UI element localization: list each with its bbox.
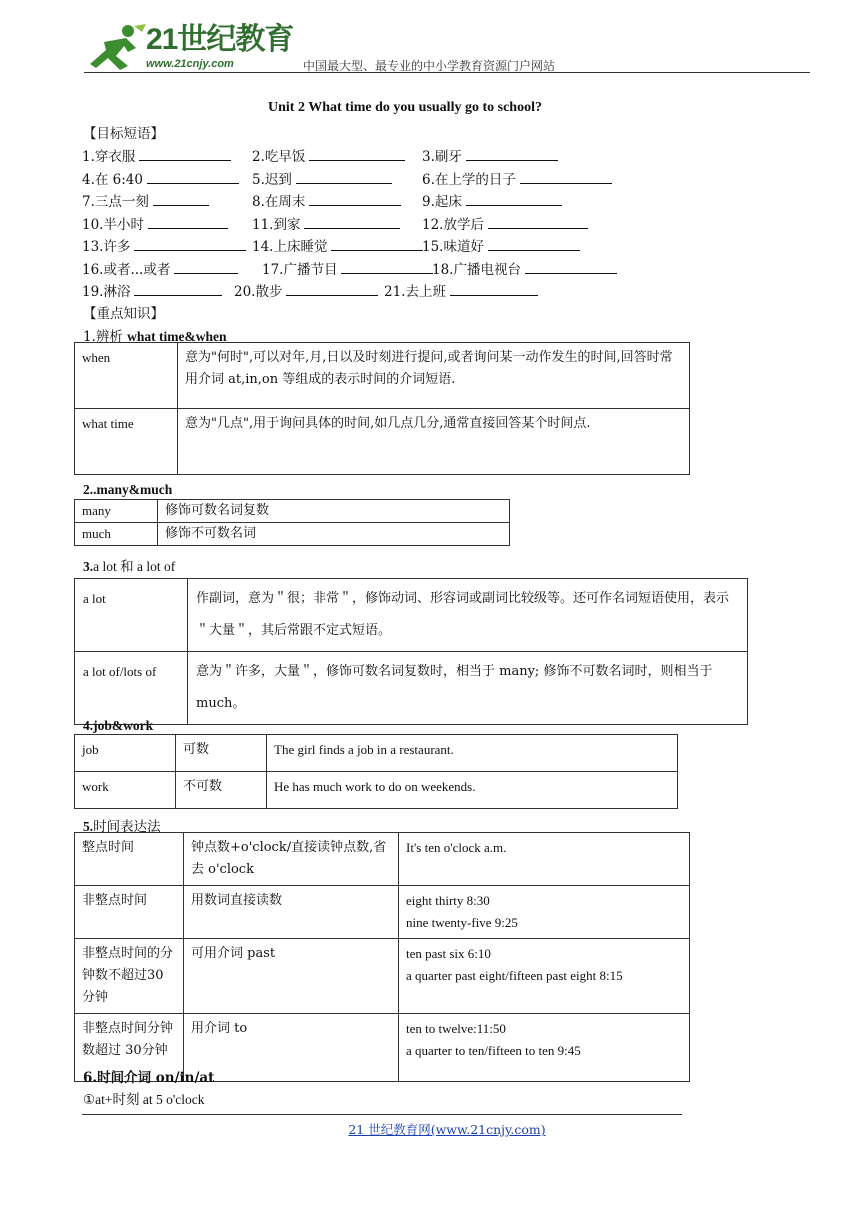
phrase-item [252,213,400,233]
phrase-item [432,258,617,278]
footer-divider [82,1114,682,1115]
phrase-label: 14.上床睡觉 [252,239,328,255]
header-slogan: 中国最大型、最专业的中小学教育资源门户网站 [303,59,556,73]
k3-desc-a-lot: 作副词，意为＂很；非常＂，修饰动词、形容词或副词比较级等。还可作名词短语使用，表示＂大量＂，其后常跟不定式短语。 [188,579,748,652]
answer-blank[interactable] [488,236,580,251]
phrase-item [82,168,239,188]
section-target-phrases: 【目标短语】 [83,126,164,142]
k4-type-work: 不可数 [176,772,267,809]
phrase-label: 17.广播节目 [262,261,338,278]
k4-example-work: He has much work to do on weekends. [267,772,678,809]
phrase-item [82,280,222,300]
k4-term-job: job [75,735,176,772]
phrase-row [82,258,702,278]
phrase-label: 12.放学后 [422,216,484,233]
k5-rule: 用介词 to [184,1014,399,1082]
k2-desc-much: 修饰不可数名词 [158,523,510,546]
answer-blank[interactable] [309,146,405,161]
k5-rule: 用数词直接读数 [184,886,399,939]
k5-examples [399,939,690,1014]
k2-heading: 2..many&much [83,482,173,497]
phrase-item [422,168,612,188]
phrase-label: 6.在上学的日子 [422,171,516,188]
table-many-much [74,499,510,546]
phrase-item [252,145,405,165]
k5-example: eight thirty 8:30 [406,893,490,908]
answer-blank[interactable] [520,169,612,184]
table-a-lot [74,578,748,725]
answer-blank[interactable] [525,259,617,274]
phrase-item [252,235,423,255]
answer-blank[interactable] [466,191,562,206]
phrase-label: 7.三点一刻 [82,194,149,210]
table-row [75,939,690,1014]
table-job-work [74,734,678,809]
answer-blank[interactable] [296,169,392,184]
phrase-item [82,145,231,165]
answer-blank[interactable] [450,281,538,296]
section-key-knowledge: 【重点知识】 [83,306,164,322]
phrase-label: 9.起床 [422,194,462,210]
k3-heading-rest: a lot 和 a lot of [93,559,176,574]
phrase-label: 3.刷牙 [422,149,462,165]
phrase-item [234,280,378,300]
phrase-item [252,168,392,188]
table-row [75,735,678,772]
answer-blank[interactable] [309,191,401,206]
phrase-row [82,145,702,165]
k3-heading-bold: 3. [83,559,94,574]
k5-examples [399,886,690,939]
phrase-row [82,190,702,210]
phrase-row [82,213,702,233]
answer-blank[interactable] [341,259,433,274]
phrase-item [422,213,588,233]
k5-kind: 非整点时间的分钟数不超过30 分钟 [75,939,184,1014]
phrase-item [82,235,246,255]
k6-heading: 6.时间介词 on/in/at [83,1070,215,1086]
phrase-label: 5.迟到 [252,171,292,188]
k3-heading [83,555,175,575]
table-row [75,772,678,809]
phrase-label: 13.许多 [82,239,131,255]
answer-blank[interactable] [148,214,228,229]
runner-logo-icon [84,22,148,74]
phrase-label: 10.半小时 [82,216,144,233]
phrase-row [82,280,702,300]
k5-example: a quarter past eight/fifteen past eight 8:15 [406,968,623,983]
phrase-label: 11.到家 [252,216,301,233]
table-row [75,833,690,886]
table-what-time-when [74,342,690,475]
k1-term-what-time: what time [75,409,178,475]
phrase-label: 15.味道好 [422,239,484,255]
page-title: Unit 2 What time do you usually go to school? [268,100,542,115]
phrase-label: 8.在周末 [252,194,306,210]
phrase-label: 21.去上班 [384,284,446,300]
answer-blank[interactable] [134,236,246,251]
phrase-item [82,190,209,210]
phrase-label: 1.穿衣服 [82,149,136,165]
k3-term-a-lot: a lot [75,579,188,652]
phrase-label: 20.散步 [234,284,283,300]
answer-blank[interactable] [286,281,378,296]
k1-heading-bold: what time&when [127,329,227,344]
phrase-item [422,190,562,210]
k4-heading: 4.job&work [83,718,154,733]
k4-example-job: The girl finds a job in a restaurant. [267,735,678,772]
k5-example: ten past six 6:10 [406,946,491,961]
answer-blank[interactable] [304,214,400,229]
phrase-row [82,168,702,188]
k5-kind: 整点时间 [75,833,184,886]
table-row [75,886,690,939]
k5-rule: 可用介词 past [184,939,399,1014]
k5-example: nine twenty-five 9:25 [406,915,518,930]
logo-url: www.21cnjy.com [146,58,234,70]
k5-example: It's ten o'clock a.m. [406,840,507,855]
phrase-item [422,145,558,165]
phrase-label: 2.吃早饭 [252,149,306,165]
table-time-expressions [74,832,690,1082]
answer-blank[interactable] [139,146,231,161]
answer-blank[interactable] [153,191,209,206]
answer-blank[interactable] [488,214,588,229]
k5-example: a quarter to ten/fifteen to ten 9:45 [406,1043,581,1058]
phrase-label: 16.或者...或者 [82,261,171,278]
phrase-item [82,258,238,278]
table-row [75,579,748,652]
k3-desc-a-lot-of: 意为＂许多，大量＂，修饰可数名词复数时，相当于 many; 修饰不可数名词时，则相当于 much。 [188,652,748,725]
k5-heading-rest: 时间表达法 [93,819,161,834]
k5-example: ten to twelve:11:50 [406,1021,506,1036]
answer-blank[interactable] [174,259,238,274]
phrase-label: 18.广播电视台 [432,261,521,278]
phrase-item [82,213,228,233]
k2-desc-many: 修饰可数名词复数 [158,500,510,523]
k1-desc-when: 意为"何时",可以对年,月,日以及时刻进行提问,或者询问某一动作发生的时间,回答时常用介词 at,in,on 等组成的表示时间的介词短语. [178,343,690,409]
phrase-item [252,190,401,210]
footer-link[interactable]: 21 世纪教育网(www.21cnjy.com) [348,1122,546,1137]
k5-heading-bold: 5. [83,819,94,834]
logo-text: 21世纪教育 [146,23,294,56]
answer-blank[interactable] [147,169,239,184]
phrase-label: 19.淋浴 [82,284,131,300]
table-row [75,409,690,475]
table-row [75,652,748,725]
k5-examples [399,1014,690,1082]
k1-heading-prefix: 1.辨析 [83,329,128,345]
k4-type-job: 可数 [176,735,267,772]
phrase-row [82,235,702,255]
table-row [75,343,690,409]
k2-term-many: many [75,500,158,523]
phrase-item [262,258,433,278]
phrase-item [422,235,580,255]
phrase-item [384,280,538,300]
k2-term-much: much [75,523,158,546]
answer-blank[interactable] [134,281,222,296]
k5-kind: 非整点时间分钟数超过 30分钟 [75,1014,184,1082]
k5-examples [399,833,690,886]
phrase-label: 4.在 6:40 [82,171,143,188]
k1-term-when: when [75,343,178,409]
k6-line-1: ①at+时刻 at 5 o'clock [83,1092,205,1107]
k4-term-work: work [75,772,176,809]
k1-desc-what-time: 意为"几点",用于询问具体的时间,如几点几分,通常直接回答某个时间点. [178,409,690,475]
header-divider [84,72,810,73]
k3-term-a-lot-of: a lot of/lots of [75,652,188,725]
answer-blank[interactable] [331,236,423,251]
k5-rule: 钟点数+o'clock/直接读钟点数,省去 o'clock [184,833,399,886]
table-row [75,523,510,546]
k5-kind: 非整点时间 [75,886,184,939]
answer-blank[interactable] [466,146,558,161]
table-row [75,500,510,523]
